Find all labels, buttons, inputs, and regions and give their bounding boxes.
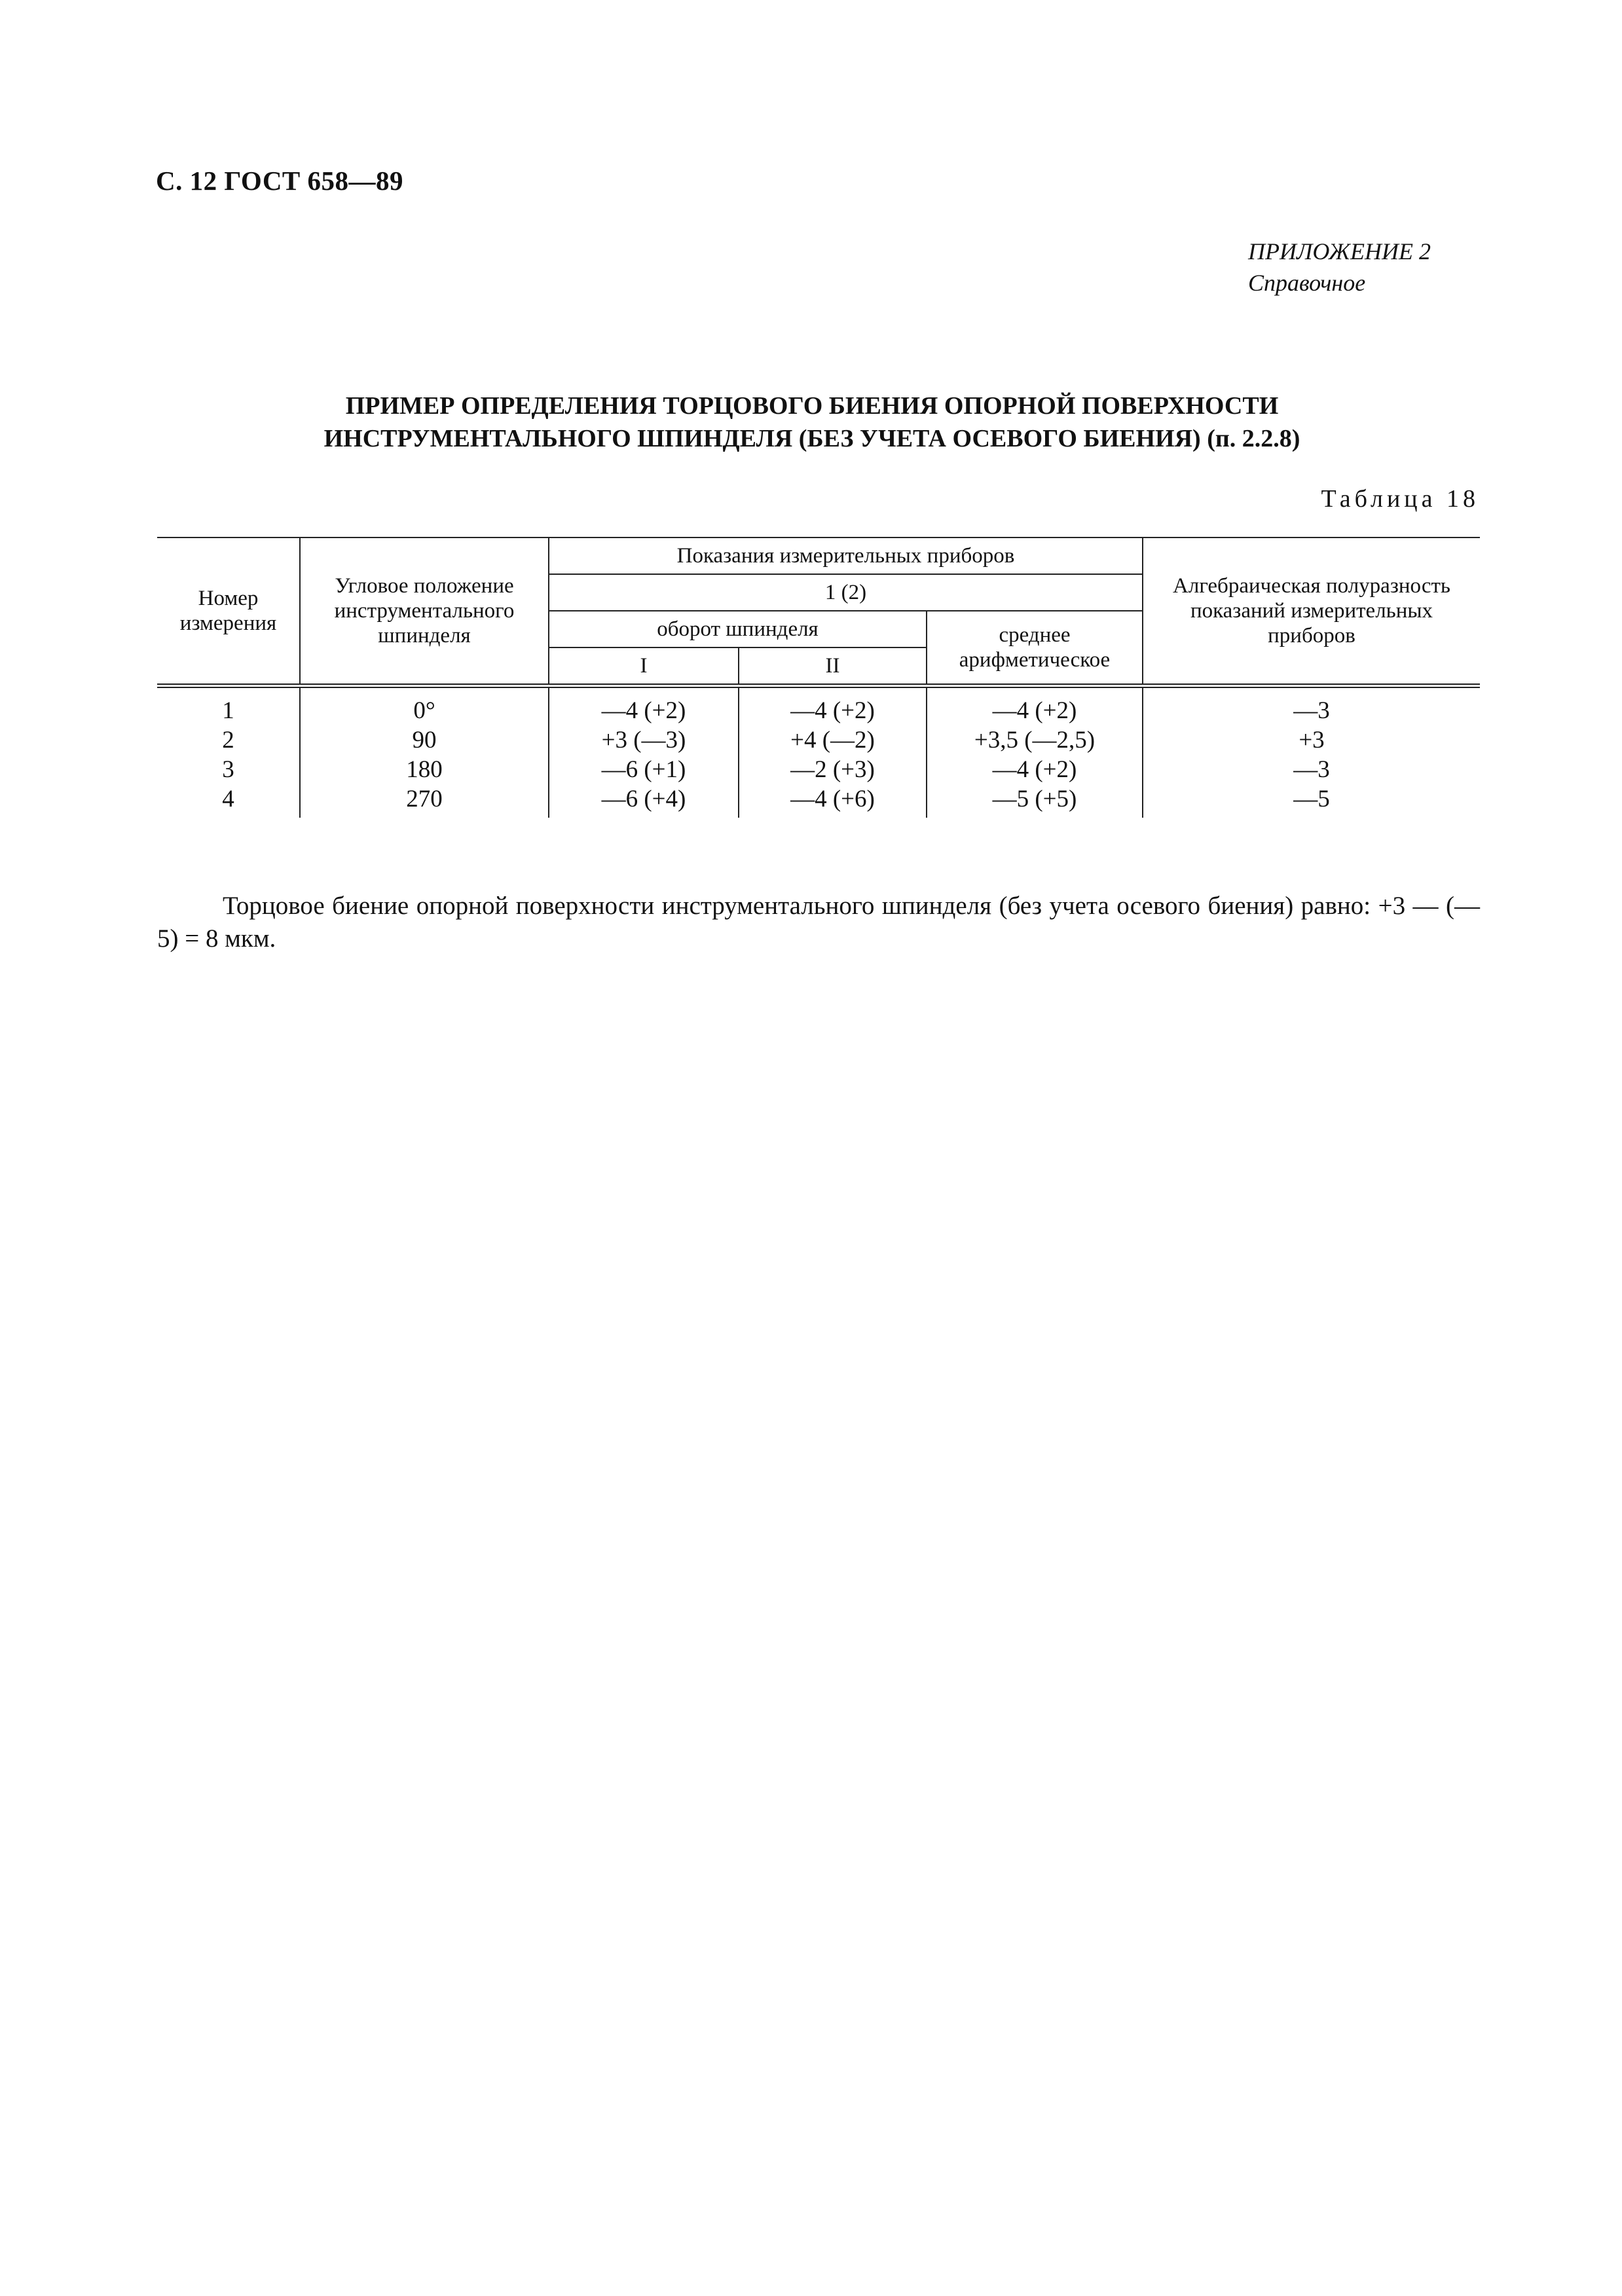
cell-mean: +3,5 (—2,5) bbox=[927, 725, 1143, 755]
cell-mean: —4 (+2) bbox=[927, 755, 1143, 784]
cell-reading-1: —4 (+2) bbox=[549, 686, 739, 726]
cell-angle: 0° bbox=[300, 686, 549, 726]
appendix-number: ПРИЛОЖЕНИЕ 2 bbox=[1248, 238, 1431, 264]
table-row bbox=[157, 725, 1480, 755]
cell-angle: 180 bbox=[300, 755, 549, 784]
cell-angle: 90 bbox=[300, 725, 549, 755]
header-rotation-2: II bbox=[739, 647, 927, 686]
cell-reading-1: —6 (+1) bbox=[549, 755, 739, 784]
cell-half-difference: —5 bbox=[1143, 784, 1480, 818]
cell-reading-1: +3 (—3) bbox=[549, 725, 739, 755]
header-rotation: оборот шпинделя bbox=[549, 611, 927, 647]
cell-half-difference: +3 bbox=[1143, 725, 1480, 755]
cell-mean: —5 (+5) bbox=[927, 784, 1143, 818]
cell-half-difference: —3 bbox=[1143, 686, 1480, 726]
title-line-1: ПРИМЕР ОПРЕДЕЛЕНИЯ ТОРЦОВОГО БИЕНИЯ ОПОРНОЙ ПОВЕРХНОСТИ bbox=[345, 392, 1279, 420]
cell-half-difference: —3 bbox=[1143, 755, 1480, 784]
header-half-difference: Алгебраическая полуразность показаний измерительных приборов bbox=[1143, 538, 1480, 686]
header-angle: Угловое положение инструментального шпинделя bbox=[300, 538, 549, 686]
cell-number: 3 bbox=[157, 755, 300, 784]
appendix-label bbox=[1248, 236, 1431, 299]
cell-reading-1: —6 (+4) bbox=[549, 784, 739, 818]
page-header: С. 12 ГОСТ 658—89 bbox=[156, 166, 404, 196]
header-readings: Показания измерительных приборов bbox=[549, 538, 1143, 574]
cell-number: 2 bbox=[157, 725, 300, 755]
cell-reading-2: +4 (—2) bbox=[739, 725, 927, 755]
cell-number: 4 bbox=[157, 784, 300, 818]
title-line-2: ИНСТРУМЕНТАЛЬНОГО ШПИНДЕЛЯ (БЕЗ УЧЕТА ОСЕВОГО БИЕНИЯ) (п. 2.2.8) bbox=[323, 425, 1300, 452]
appendix-type: Справочное bbox=[1248, 270, 1366, 296]
cell-reading-2: —2 (+3) bbox=[739, 755, 927, 784]
cell-mean: —4 (+2) bbox=[927, 686, 1143, 726]
measurement-table bbox=[157, 537, 1480, 818]
header-rotation-1: I bbox=[549, 647, 739, 686]
header-instrument: 1 (2) bbox=[549, 574, 1143, 611]
table-caption: Таблица 18 bbox=[1321, 485, 1479, 513]
header-number: Номер измерения bbox=[157, 538, 300, 686]
document-title bbox=[157, 390, 1467, 455]
cell-reading-2: —4 (+6) bbox=[739, 784, 927, 818]
table-row bbox=[157, 755, 1480, 784]
header-mean: среднее арифметическое bbox=[927, 611, 1143, 686]
result-note: Торцовое биение опорной поверхности инструментального шпинделя (без учета осевого биения) равно: +3 — (—5) = 8 мкм. bbox=[157, 892, 1480, 953]
table-row bbox=[157, 784, 1480, 818]
table-row bbox=[157, 686, 1480, 726]
cell-angle: 270 bbox=[300, 784, 549, 818]
cell-number: 1 bbox=[157, 686, 300, 726]
cell-reading-2: —4 (+2) bbox=[739, 686, 927, 726]
